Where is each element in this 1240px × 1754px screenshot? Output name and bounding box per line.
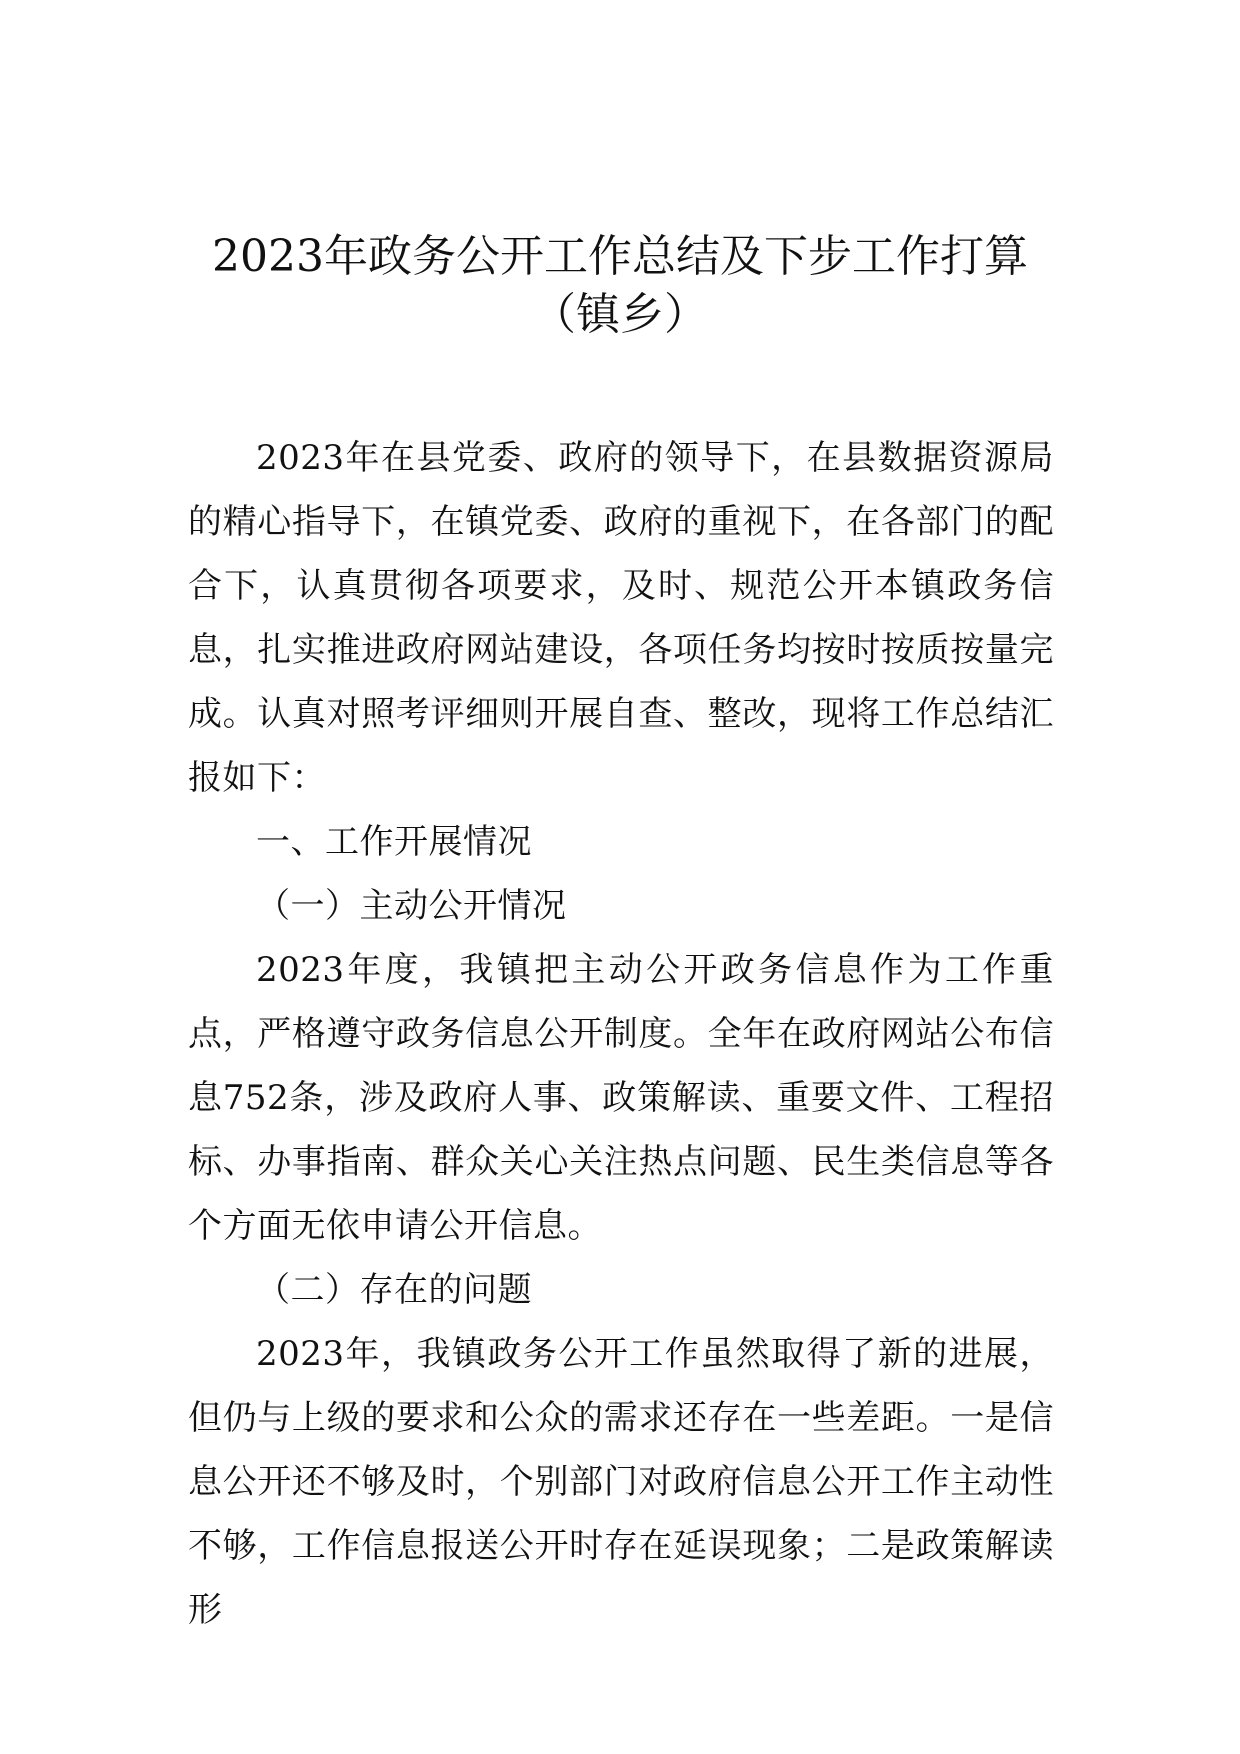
title-line-2: （镇乡） bbox=[532, 289, 708, 340]
subsection-heading-2: （二）存在的问题 bbox=[256, 1270, 532, 1310]
subsection-2-paragraph: 2023年，我镇政务公开工作虽然取得了新的进展，但仍与上级的要求和公众的需求还存在一些差距。一是信息公开还不够及时，个别部门对政府信息公开工作主动性不够，工作信息报送公开时存在延误现象；二是政策解读形 bbox=[188, 1334, 1054, 1630]
document-body bbox=[188, 426, 1054, 1642]
subsection-1-paragraph: 2023年度，我镇把主动公开政务信息作为工作重点，严格遵守政务信息公开制度。全年在政府网站公布信息752条，涉及政府人事、政策解读、重要文件、工程招标、办事指南、群众关心关注热点问题、民生类信息等各个方面无依申请公开信息。 bbox=[188, 950, 1054, 1246]
intro-paragraph: 2023年在县党委、政府的领导下，在县数据资源局的精心指导下，在镇党委、政府的重视下，在各部门的配合下，认真贯彻各项要求，及时、规范公开本镇政务信息，扎实推进政府网站建设，各项任务均按时按质按量完成。认真对照考评细则开展自查、整改，现将工作总结汇报如下： bbox=[188, 438, 1054, 798]
section-heading-1: 一、工作开展情况 bbox=[256, 822, 532, 862]
subsection-heading-1: （一）主动公开情况 bbox=[256, 886, 567, 926]
title-line-1: 2023年政务公开工作总结及下步工作打算 bbox=[212, 231, 1028, 282]
document-title bbox=[160, 228, 1080, 344]
